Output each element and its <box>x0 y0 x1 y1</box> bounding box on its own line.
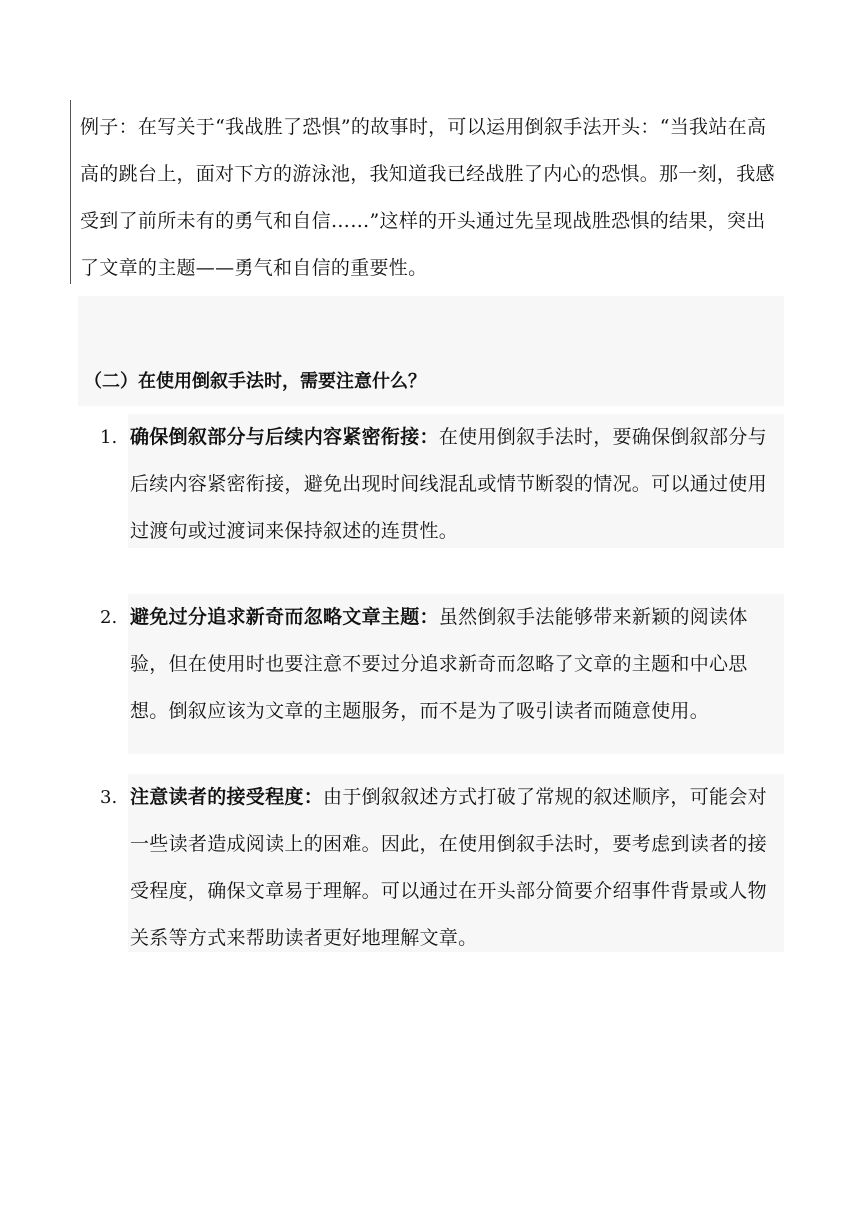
list-item-colon: ： <box>419 606 439 628</box>
list-item-body: 虽然倒叙手法能够带来新颖的阅读体验，但在使用时也要注意不要过分追求新奇而忽略了文章的主题和中心思想。倒叙应该为文章的主题服务，而不是为了吸引读者而随意使用。 <box>130 606 748 722</box>
list-item-body: 由于倒叙叙述方式打破了常规的叙述顺序，可能会对一些读者造成阅读上的困难。因此，在使用倒叙手法时，要考虑到读者的接受程度，确保文章易于理解。可以通过在开头部分简要介绍事件背景或人物关系等方式来帮助读者更好地理解文章。 <box>130 786 767 949</box>
list-item-number: 2. <box>100 607 118 628</box>
list-item-number: 3. <box>100 787 118 808</box>
list-item-text <box>130 774 782 962</box>
list-item <box>100 774 784 952</box>
list-item-colon: ： <box>303 786 324 808</box>
example-paragraph: 例子：在写关于“我战胜了恐惧”的故事时，可以运用倒叙手法开头：“当我站在高高的跳台上，面对下方的游泳池，我知道我已经战胜了内心的恐惧。那一刻，我感受到了前所未有的勇气和自信……”这样的开头通过先呈现战胜恐惧的结果，突出了文章的主题——勇气和自信的重要性。 <box>80 116 775 279</box>
list-item-text <box>130 594 782 735</box>
list-item-lead: 避免过分追求新奇而忽略文章主题 <box>130 606 420 628</box>
list-item-number: 1. <box>100 427 118 448</box>
list-item-colon: ： <box>419 426 439 448</box>
list-item-lead: 确保倒叙部分与后续内容紧密衔接 <box>130 426 420 448</box>
list-item <box>100 414 784 548</box>
list-item <box>100 594 784 754</box>
list-item-lead: 注意读者的接受程度 <box>130 786 304 808</box>
list-item-text <box>130 414 782 555</box>
list-item-body: 在使用倒叙手法时，要确保倒叙部分与后续内容紧密衔接，避免出现时间线混乱或情节断裂的情况。可以通过使用过渡句或过渡词来保持叙述的连贯性。 <box>130 426 767 542</box>
section-heading: （二）在使用倒叙手法时，需要注意什么？ <box>84 371 426 392</box>
